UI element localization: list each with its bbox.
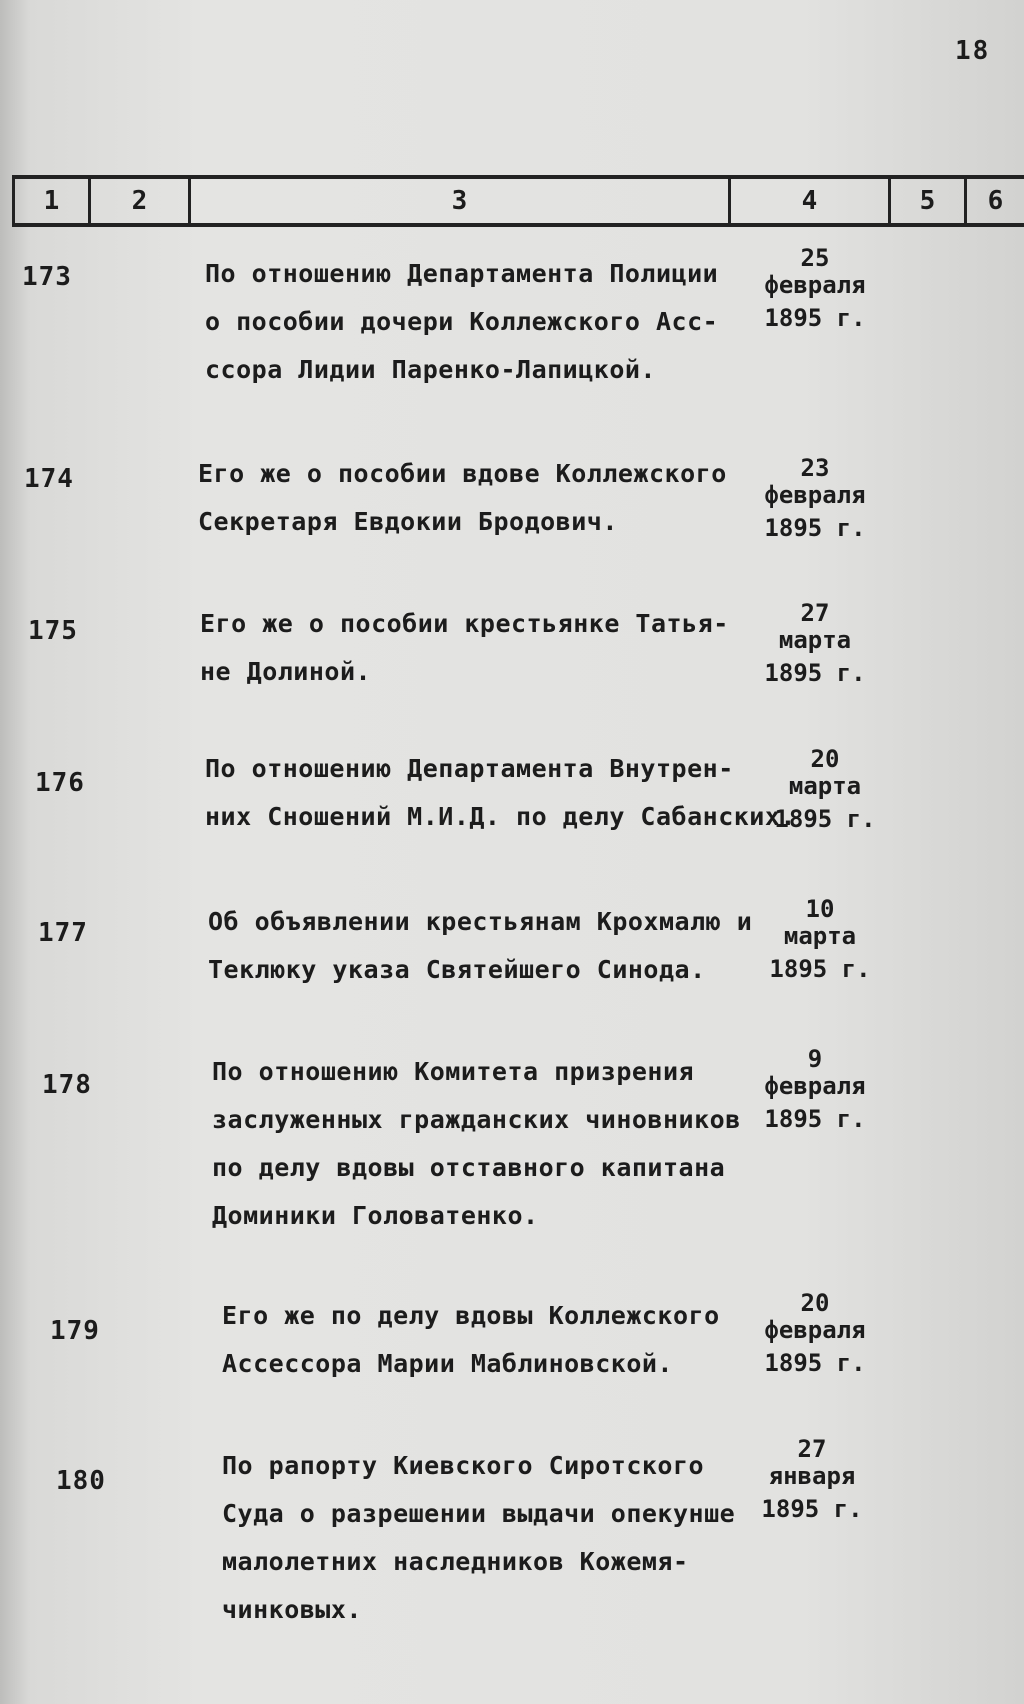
date-month: марта: [788, 772, 862, 800]
entry-date: [750, 896, 890, 983]
page-number: 18: [955, 36, 991, 66]
entry-number: 180: [56, 1466, 106, 1496]
header-col-3: 3: [188, 179, 728, 223]
date-day: 27: [797, 1435, 827, 1463]
header-col-4: 4: [728, 179, 888, 223]
table-header: [12, 175, 1024, 227]
date-month: февраля: [764, 481, 866, 509]
header-col-6: 6: [964, 179, 1024, 223]
entry-date: [745, 1046, 885, 1133]
entry-description: Его же о пособии вдове Коллежского Секретаря Евдокии Бродович.: [198, 459, 727, 536]
date-year: 1895 г.: [769, 955, 871, 983]
date-month: марта: [778, 626, 852, 654]
date-day: 20: [800, 1289, 830, 1317]
entry-number: 173: [22, 262, 72, 292]
entry-date: [745, 455, 885, 542]
date-year: 1895 г.: [774, 805, 876, 833]
date-year: 1895 г.: [761, 1495, 863, 1523]
date-year: 1895 г.: [764, 1349, 866, 1377]
date-day: 25: [800, 244, 830, 272]
entry-date: [755, 746, 895, 833]
date-year: 1895 г.: [764, 659, 866, 687]
entry-description: Его же по делу вдовы Коллежского Ассессора Марии Маблиновской.: [222, 1301, 720, 1378]
entry-date: [742, 1436, 882, 1523]
date-month: марта: [783, 922, 857, 950]
entry-description: Его же о пособии крестьянке Татья- не Долиной.: [200, 609, 729, 686]
date-year: 1895 г.: [764, 514, 866, 542]
date-day: 20: [810, 745, 840, 773]
entry-description: По отношению Департамента Полиции о пособии дочери Коллежского Асс- ссора Лидии Паренко-Лапицкой.: [205, 259, 719, 384]
date-year: 1895 г.: [764, 304, 866, 332]
entry-number: 179: [50, 1316, 100, 1346]
entry-description: Об объявлении крестьянам Крохмалю и Теклюку указа Святейшего Синода.: [208, 907, 753, 984]
entry-number: 175: [28, 616, 78, 646]
entry-date: [745, 1290, 885, 1377]
date-day: 23: [800, 454, 830, 482]
header-col-1: 1: [12, 179, 88, 223]
date-month: февраля: [764, 271, 866, 299]
entry-date: [745, 245, 885, 332]
date-year: 1895 г.: [764, 1105, 866, 1133]
header-col-5: 5: [888, 179, 964, 223]
entry-description: По отношению Департамента Внутрен- них Сношений М.И.Д. по делу Сабанских.: [205, 754, 796, 831]
entry-description: По отношению Комитета призрения заслуженных гражданских чиновников по делу вдовы отставного капитана Доминики Головатенко.: [212, 1057, 741, 1230]
entry-number: 177: [38, 918, 88, 948]
date-day: 9: [807, 1045, 823, 1073]
date-month: января: [768, 1462, 856, 1490]
date-month: февраля: [764, 1072, 866, 1100]
entry-description: По рапорту Киевского Сиротского Суда о разрешении выдачи опекунше малолетних наследников Кожемя- чинковых.: [222, 1451, 736, 1624]
date-day: 27: [800, 599, 830, 627]
entry-number: 174: [24, 464, 74, 494]
entry-number: 178: [42, 1070, 92, 1100]
entry-date: [745, 600, 885, 687]
date-month: февраля: [764, 1316, 866, 1344]
date-day: 10: [805, 895, 835, 923]
entry-number: 176: [35, 768, 85, 798]
header-col-2: 2: [88, 179, 188, 223]
